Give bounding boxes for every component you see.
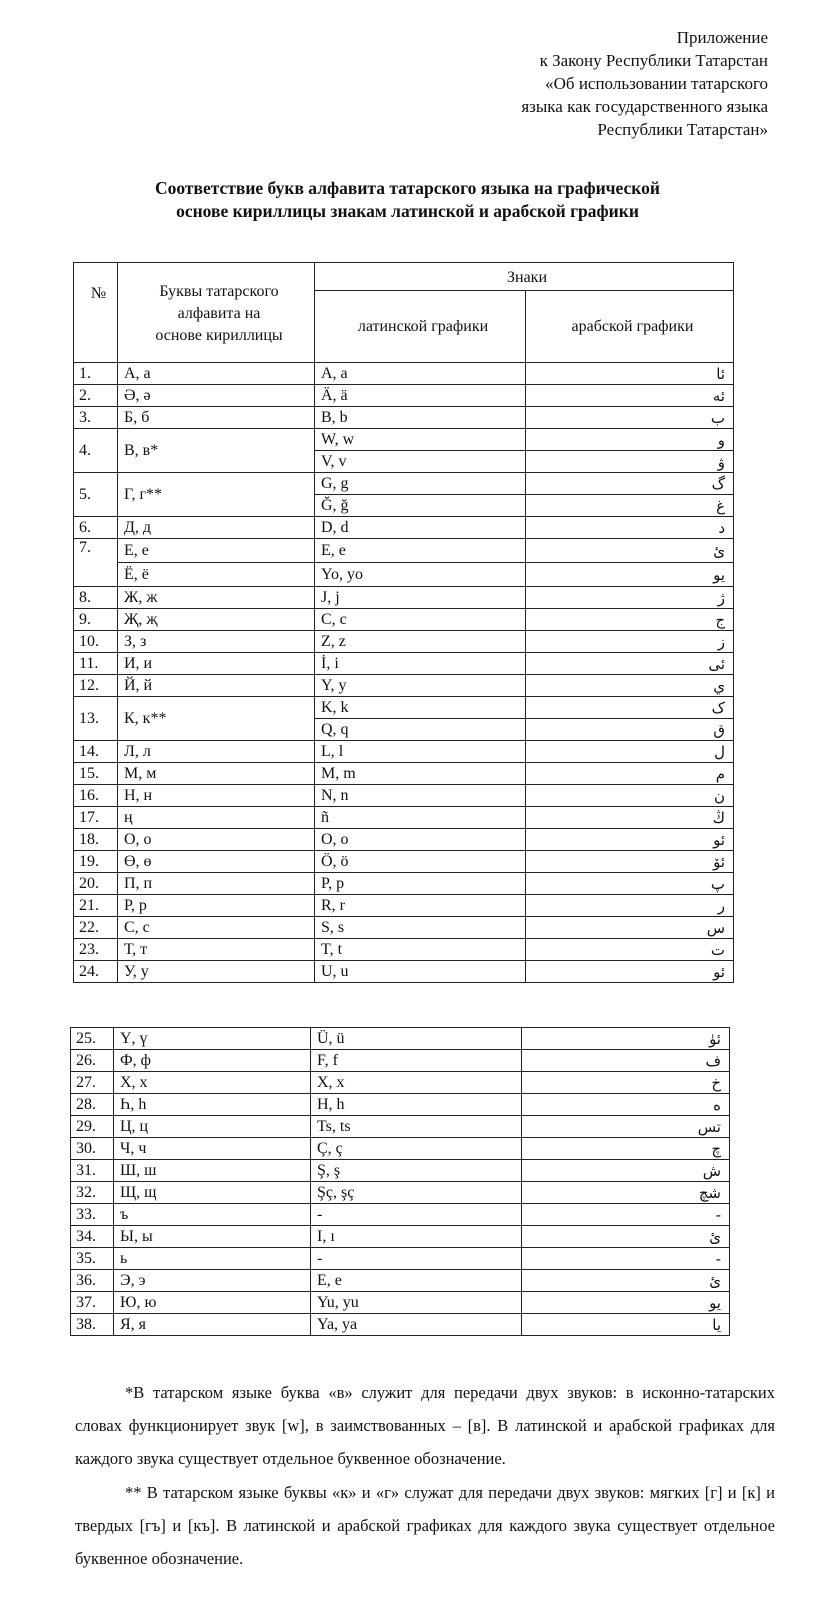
latin-sign: G, g [315,473,526,495]
table-row [71,1292,730,1314]
cyrillic-letter: ң [118,807,315,829]
table-row [74,917,734,939]
arabic-sign: تس [522,1116,730,1138]
title-line: основе кириллицы знакам латинской и арабской графики [176,201,639,221]
arabic-sign: ز [526,631,734,653]
cyrillic-letter: ь [114,1248,311,1270]
cyrillic-letter: З, з [118,631,315,653]
latin-sign: Ü, ü [311,1028,522,1050]
appendix-line: «Об использовании татарского [545,74,768,93]
arabic-sign: ئه [526,385,734,407]
row-number: 24. [74,961,118,983]
cyrillic-letter: К, к** [118,697,315,741]
arabic-sign: ج [526,609,734,631]
latin-sign: Ö, ö [315,851,526,873]
row-number: 21. [74,895,118,917]
arabic-sign: - [522,1204,730,1226]
table-row [74,517,734,539]
footnote-v: *В татарском языке буква «в» служит для передачи двух звуков: в исконно-татарских словах функционирует звук [w], в заимствованных – [в]. В латинской и арабской графиках для каждого звука существует отдельное буквенное обозначение. [75,1383,775,1468]
cyrillic-letter: П, п [118,873,315,895]
latin-sign: J, j [315,587,526,609]
table-row [74,741,734,763]
cyrillic-letter: В, в* [118,429,315,473]
row-number: 3. [74,407,118,429]
table-row [74,429,734,451]
row-number: 32. [71,1182,114,1204]
latin-sign: Yo, yo [315,563,526,587]
cyrillic-letter: Ә, ә [118,385,315,407]
table-row [71,1028,730,1050]
latin-sign: M, m [315,763,526,785]
row-number: 36. [71,1270,114,1292]
latin-sign: ñ [315,807,526,829]
cyrillic-letter: Ё, ё [118,563,315,587]
header-letters-line: алфавита на [177,304,261,322]
table-row [74,407,734,429]
table-row [74,473,734,495]
table-row [71,1182,730,1204]
appendix-header [368,26,768,141]
row-number: 5. [74,473,118,517]
arabic-sign: ب [526,407,734,429]
row-number: 20. [74,873,118,895]
row-number: 6. [74,517,118,539]
table-row [74,587,734,609]
table-row [74,895,734,917]
cyrillic-letter: Я, я [114,1314,311,1336]
table-row [74,873,734,895]
header-signs: Знаки [315,263,734,291]
cyrillic-letter: Г, г** [118,473,315,517]
arabic-sign: ئو [526,829,734,851]
row-number: 34. [71,1226,114,1248]
latin-sign: B, b [315,407,526,429]
document-title [0,177,815,223]
table-row [74,563,734,587]
latin-sign: Şç, şç [311,1182,522,1204]
cyrillic-letter: И, и [118,653,315,675]
table-row [71,1094,730,1116]
cyrillic-letter: Ч, ч [114,1138,311,1160]
arabic-sign: د [526,517,734,539]
table-row [71,1050,730,1072]
row-number: 31. [71,1160,114,1182]
cyrillic-letter: Н, н [118,785,315,807]
row-number: 19. [74,851,118,873]
header-letters-line: основе кириллицы [155,326,283,344]
latin-sign: Ç, ç [311,1138,522,1160]
table-row [74,631,734,653]
arabic-sign: و [526,429,734,451]
cyrillic-letter: У, у [118,961,315,983]
latin-sign: Y, y [315,675,526,697]
arabic-sign: ه [522,1094,730,1116]
table-row [71,1204,730,1226]
row-number: 10. [74,631,118,653]
table-row [71,1314,730,1336]
title-line: Соответствие букв алфавита татарского языка на графической [154,178,660,198]
cyrillic-letter: ъ [114,1204,311,1226]
row-number: 14. [74,741,118,763]
latin-sign: Z, z [315,631,526,653]
arabic-sign: ئ [526,539,734,563]
latin-sign: İ, i [315,653,526,675]
latin-sign: Ts, ts [311,1116,522,1138]
row-number: 35. [71,1248,114,1270]
appendix-line: к Закону Республики Татарстан [539,51,768,70]
table-row [74,939,734,961]
cyrillic-letter: Л, л [118,741,315,763]
cyrillic-letter: Т, т [118,939,315,961]
table-row [71,1226,730,1248]
latin-sign: W, w [315,429,526,451]
row-number: 15. [74,763,118,785]
arabic-sign: م [526,763,734,785]
latin-sign: Ş, ş [311,1160,522,1182]
latin-sign: Ä, ä [315,385,526,407]
arabic-sign: ر [526,895,734,917]
cyrillic-letter: М, м [118,763,315,785]
cyrillic-letter: Ю, ю [114,1292,311,1314]
cyrillic-letter: А, а [118,363,315,385]
table-row [74,697,734,719]
arabic-sign: ڭ [526,807,734,829]
arabic-sign: يو [522,1292,730,1314]
arabic-sign: گ [526,473,734,495]
arabic-sign: ي [526,675,734,697]
table-row [74,807,734,829]
row-number: 29. [71,1116,114,1138]
arabic-sign: ئی [526,653,734,675]
latin-sign: E, e [315,539,526,563]
arabic-sign: ئ [522,1226,730,1248]
table-row [74,675,734,697]
cyrillic-letter: Б, б [118,407,315,429]
row-number: 12. [74,675,118,697]
arabic-sign: ش [522,1160,730,1182]
latin-sign: H, h [311,1094,522,1116]
cyrillic-letter: Щ, щ [114,1182,311,1204]
table-row [74,653,734,675]
appendix-line: Приложение [676,28,768,47]
arabic-sign: شچ [522,1182,730,1204]
latin-sign: U, u [315,961,526,983]
arabic-sign: ئۆ [526,851,734,873]
latin-sign: Ğ, ğ [315,495,526,517]
cyrillic-letter: Ө, ө [118,851,315,873]
table-row [71,1116,730,1138]
cyrillic-letter: С, с [118,917,315,939]
arabic-sign: ن [526,785,734,807]
cyrillic-letter: Ы, ы [114,1226,311,1248]
arabic-sign: ۋ [526,451,734,473]
arabic-sign: غ [526,495,734,517]
latin-sign: R, r [315,895,526,917]
latin-sign: Ya, ya [311,1314,522,1336]
row-number: 18. [74,829,118,851]
cyrillic-letter: О, о [118,829,315,851]
row-number: 38. [71,1314,114,1336]
latin-sign: V, v [315,451,526,473]
arabic-sign: ئ [522,1270,730,1292]
latin-sign: D, d [315,517,526,539]
row-number: 16. [74,785,118,807]
header-arabic: арабской графики [526,291,734,363]
latin-sign: C, c [315,609,526,631]
table-row [74,785,734,807]
cyrillic-letter: Э, э [114,1270,311,1292]
row-number: 11. [74,653,118,675]
table-row [74,363,734,385]
arabic-sign: س [526,917,734,939]
row-number: 17. [74,807,118,829]
row-number: 2. [74,385,118,407]
cyrillic-letter: Ж, ж [118,587,315,609]
latin-sign: T, t [315,939,526,961]
table-row [74,539,734,563]
latin-sign: E, e [311,1270,522,1292]
arabic-sign: ف [522,1050,730,1072]
latin-sign: Yu, yu [311,1292,522,1314]
cyrillic-letter: Җ, җ [118,609,315,631]
latin-sign: S, s [315,917,526,939]
latin-sign: Q, q [315,719,526,741]
table-row [71,1160,730,1182]
table-row [74,851,734,873]
row-number: 25. [71,1028,114,1050]
row-number: 1. [74,363,118,385]
header-letters-line: Буквы татарского [159,282,279,300]
latin-sign: N, n [315,785,526,807]
row-number: 27. [71,1072,114,1094]
table-row [74,385,734,407]
arabic-sign: ت [526,939,734,961]
row-number: 13. [74,697,118,741]
appendix-line: Республики Татарстан» [597,120,768,139]
arabic-sign: يا [522,1314,730,1336]
latin-sign: P, p [315,873,526,895]
row-number: 30. [71,1138,114,1160]
cyrillic-letter: Х, х [114,1072,311,1094]
arabic-sign: ئۈ [522,1028,730,1050]
latin-sign: F, f [311,1050,522,1072]
arabic-sign: ئو [526,961,734,983]
latin-sign: A, a [315,363,526,385]
arabic-sign: - [522,1248,730,1270]
table-row [74,961,734,983]
arabic-sign: ق [526,719,734,741]
header-number: № [74,263,118,363]
row-number: 4. [74,429,118,473]
latin-sign: O, o [315,829,526,851]
table-row [74,829,734,851]
footnote-k-g: ** В татарском языке буквы «к» и «г» служат для передачи двух звуков: мягких [г] и [к] и твердых [гъ] и [къ]. В латинской и арабской графиках для каждого звука существует отдельное буквенное обозначение. [75,1483,775,1568]
header-letters [118,263,315,363]
cyrillic-letter: Һ, һ [114,1094,311,1116]
row-number: 22. [74,917,118,939]
cyrillic-letter: Й, й [118,675,315,697]
cyrillic-letter: Ц, ц [114,1116,311,1138]
row-number: 8. [74,587,118,609]
row-number: 23. [74,939,118,961]
header-latin: латинской графики [315,291,526,363]
cyrillic-letter: Е, е [118,539,315,563]
row-number: 28. [71,1094,114,1116]
row-number: 26. [71,1050,114,1072]
arabic-sign: ل [526,741,734,763]
arabic-sign: يو [526,563,734,587]
cyrillic-letter: Д, д [118,517,315,539]
cyrillic-letter: Ф, ф [114,1050,311,1072]
latin-sign: - [311,1248,522,1270]
table-row [71,1072,730,1094]
latin-sign: - [311,1204,522,1226]
latin-sign: K, k [315,697,526,719]
arabic-sign: ک [526,697,734,719]
latin-sign: X, x [311,1072,522,1094]
table-row [71,1248,730,1270]
alphabet-table-part2 [70,1027,730,1336]
cyrillic-letter: Р, р [118,895,315,917]
latin-sign: L, l [315,741,526,763]
arabic-sign: پ [526,873,734,895]
arabic-sign: ئا [526,363,734,385]
row-number: 37. [71,1292,114,1314]
table-row [71,1138,730,1160]
row-number: 7. [74,539,118,587]
alphabet-table-part1 [73,262,734,983]
table-row [74,609,734,631]
arabic-sign: خ [522,1072,730,1094]
arabic-sign: چ [522,1138,730,1160]
row-number: 33. [71,1204,114,1226]
latin-sign: I, ı [311,1226,522,1248]
cyrillic-letter: Ү, ү [114,1028,311,1050]
appendix-line: языка как государственного языка [521,97,768,116]
table-row [71,1270,730,1292]
row-number: 9. [74,609,118,631]
table-row [74,763,734,785]
cyrillic-letter: Ш, ш [114,1160,311,1182]
arabic-sign: ژ [526,587,734,609]
